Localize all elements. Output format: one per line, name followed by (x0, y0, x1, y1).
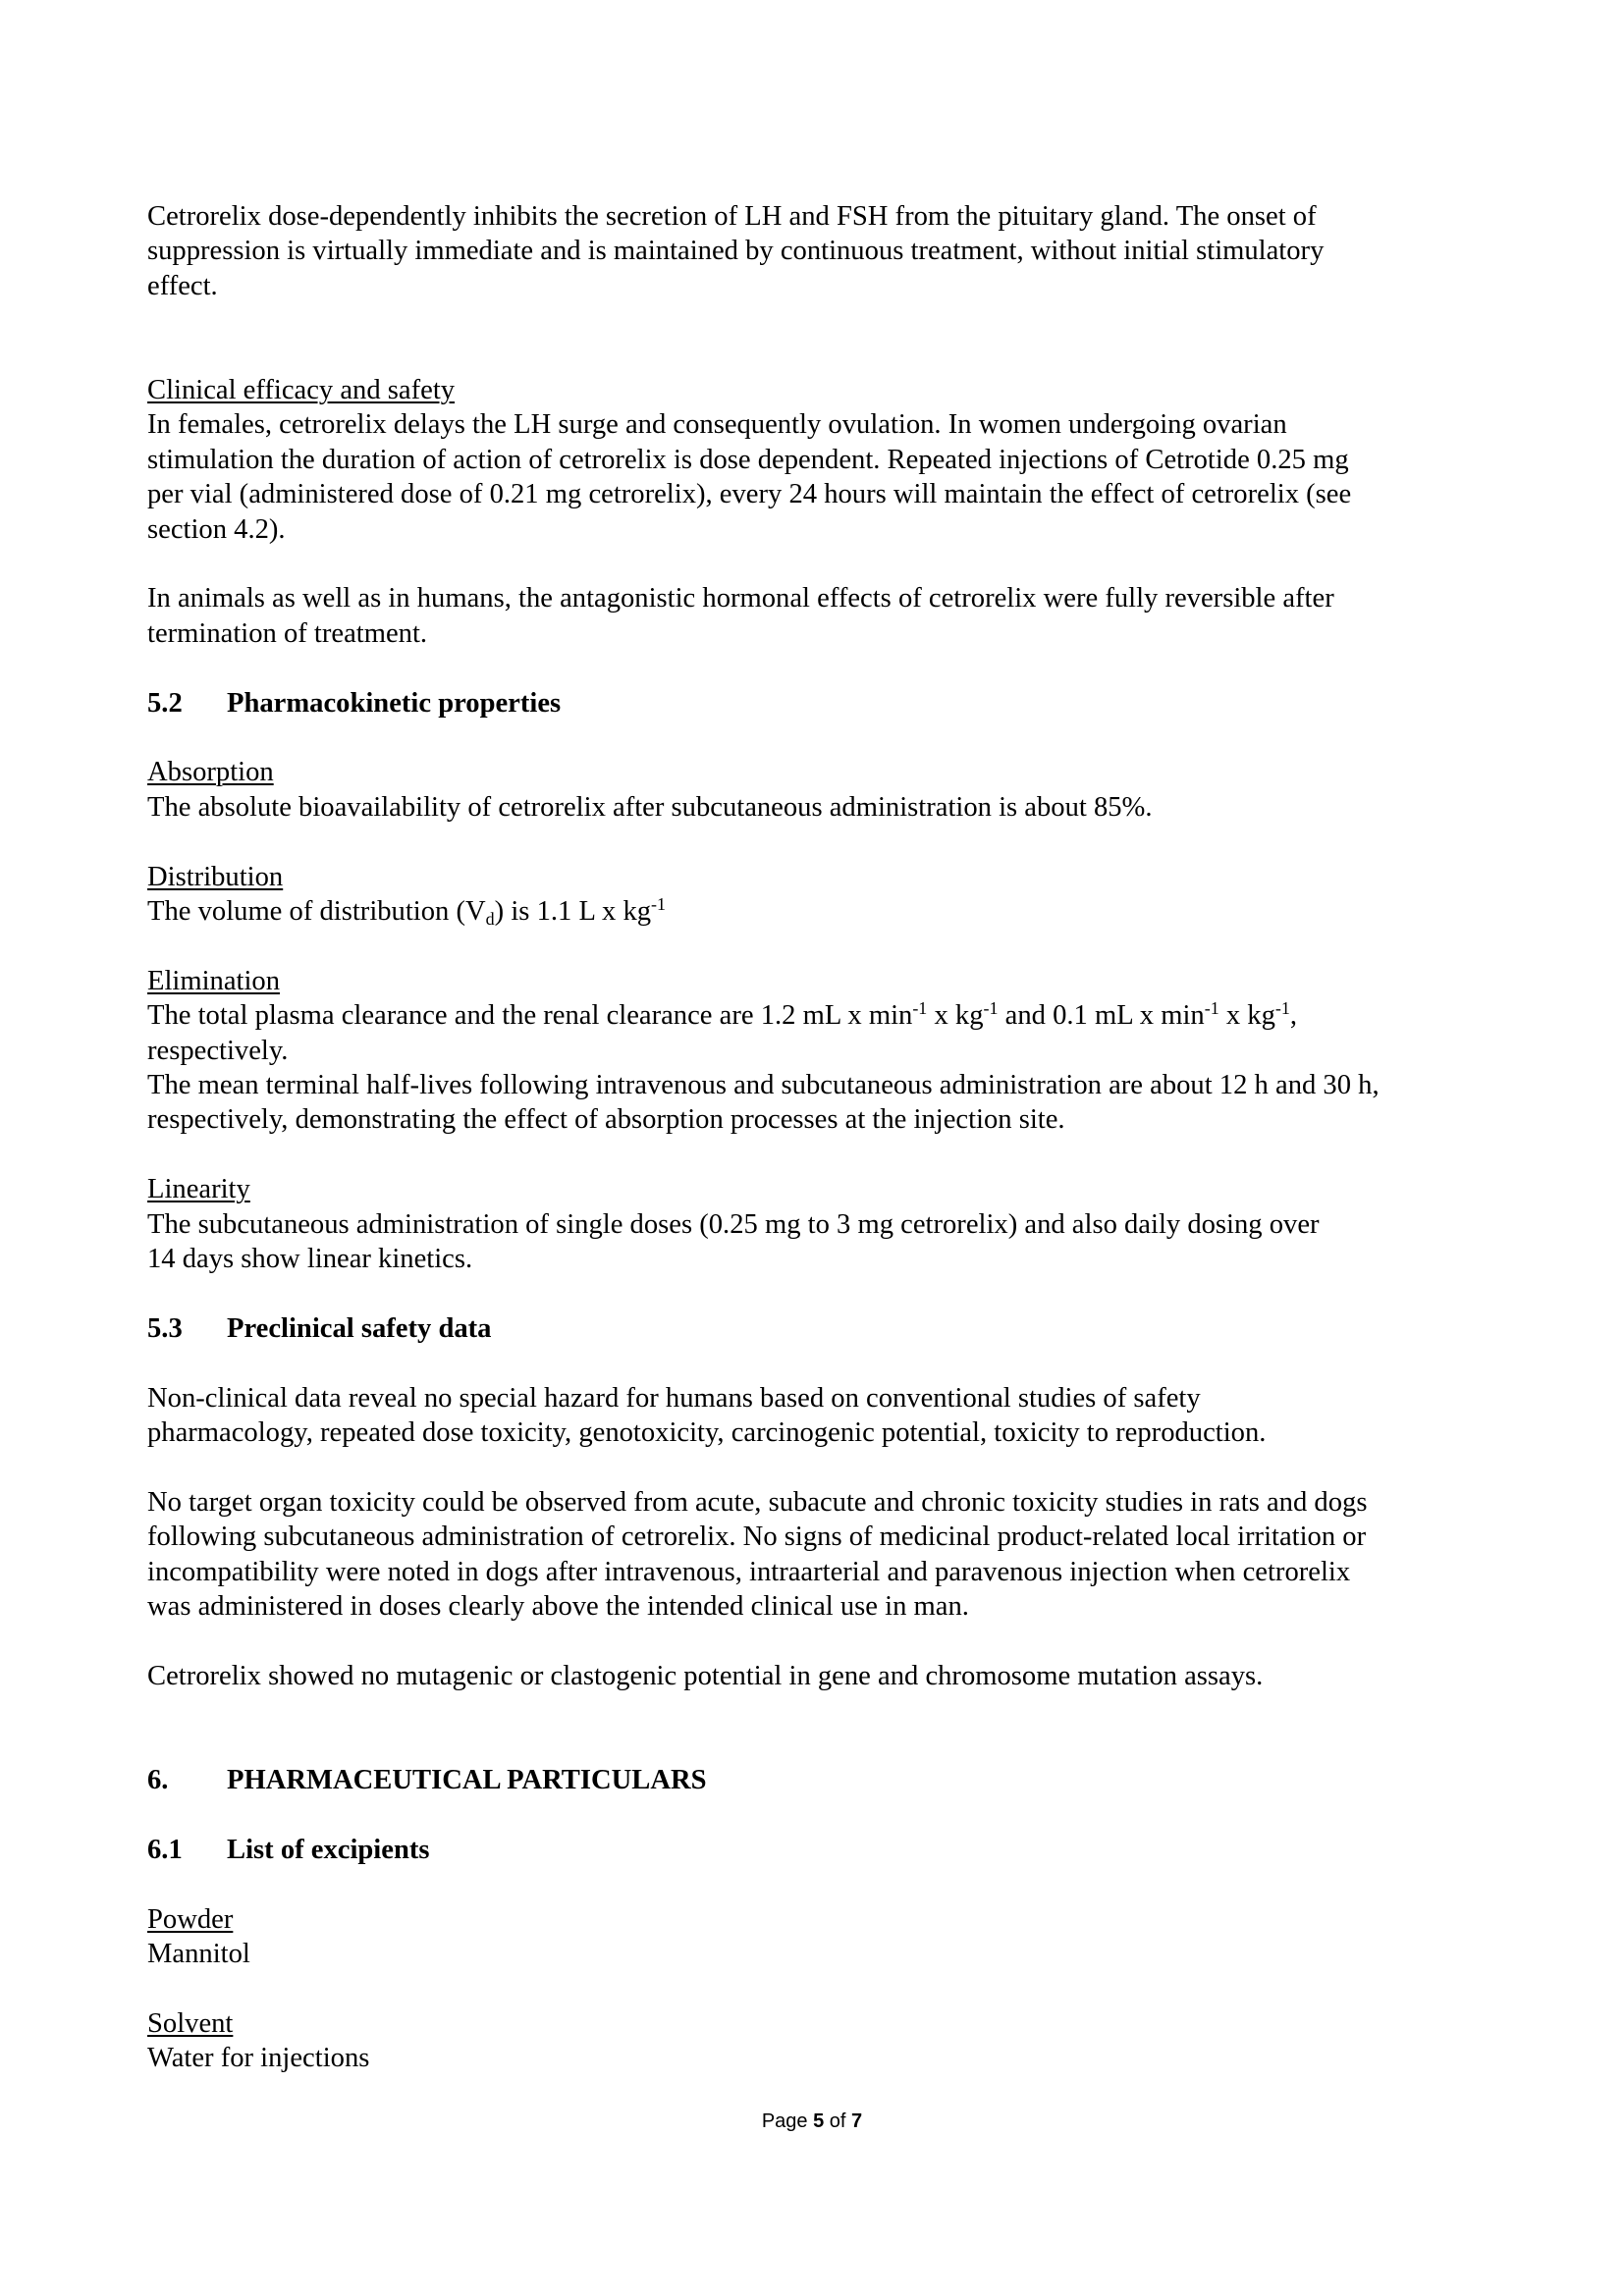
elimination-line-3: The mean terminal half-lives following intravenous and subcutaneous administration are about 12 h and 30 h, (147, 1070, 1380, 1101)
linearity-line-1: The subcutaneous administration of single doses (0.25 mg to 3 mg cetrorelix) and also daily dosing over (147, 1208, 1320, 1240)
section-number: 6.1 (147, 1834, 183, 1865)
preclinical-paragraph-3 (147, 1659, 1502, 1693)
absorption-heading: Absorption (147, 757, 274, 788)
total-pages-number: 7 (851, 2110, 863, 2132)
powder-heading: Powder (147, 1903, 234, 1935)
section-title: Pharmacokinetic properties (227, 687, 562, 719)
intro-line-1: Cetrorelix dose-dependently inhibits the secretion of LH and FSH from the pituitary gland. The onset of (147, 201, 1317, 232)
solvent-block (147, 2006, 1502, 2076)
preclinical-p1-line-2: pharmacology, repeated dose toxicity, genotoxicity, carcinogenic potential, toxicity to reproduction. (147, 1417, 1267, 1449)
preclinical-p2-line-4: was administered in doses clearly above the intended clinical use in man. (147, 1591, 969, 1623)
elimination-line-4: respectively, demonstrating the effect of absorption processes at the injection site. (147, 1104, 1065, 1136)
elimination-block (147, 964, 1502, 1138)
page-label: Page (761, 2110, 808, 2132)
section-6-heading (147, 1763, 1502, 1797)
clinical-efficacy-section (147, 373, 1502, 547)
intro-line-3: effect. (147, 270, 218, 301)
preclinical-p3-line-1: Cetrorelix showed no mutagenic or clastogenic potential in gene and chromosome mutation assays. (147, 1660, 1264, 1691)
absorption-text: The absolute bioavailability of cetrorelix after subcutaneous administration is about 85%. (147, 791, 1153, 823)
preclinical-p2-line-2: following subcutaneous administration of cetrorelix. No signs of medicinal product-related local irritation or (147, 1522, 1367, 1553)
current-page-number: 5 (813, 2110, 825, 2132)
distribution-heading: Distribution (147, 861, 284, 892)
elimination-line-1: The total plasma clearance and the renal clearance are 1.2 mL x $\min^{-1} x$ $kg^{-1}$ and 0.1 mL x $\min^{-1} x$ $kg^{-1}$, (147, 998, 1298, 1032)
powder-item: Mannitol (147, 1939, 250, 1970)
clinical-line-4: section 4.2). (147, 513, 286, 545)
section-title: Preclinical safety data (227, 1312, 492, 1344)
section-title: List of excipients (227, 1834, 430, 1865)
clinical-line-3: per vial (administered dose of 0.21 mg cetrorelix), every 24 hours will maintain the effect of cetrorelix (see (147, 479, 1352, 510)
section-title: PHARMACEUTICAL PARTICULARS (227, 1765, 707, 1796)
distribution-block (147, 860, 1502, 930)
solvent-heading: Solvent (147, 2007, 234, 2039)
preclinical-p2-line-3: incompatibility were noted in dogs after intravenous, intraarterial and paravenous injection when cetrorelix (147, 1556, 1351, 1587)
section-6-1-heading (147, 1833, 1502, 1867)
section-5-2-heading (147, 686, 1502, 721)
page-footer (0, 2110, 1624, 2133)
section-number: 5.3 (147, 1312, 183, 1344)
intro-paragraph (147, 199, 1502, 303)
linearity-line-2: 14 days show linear kinetics. (147, 1244, 473, 1275)
elimination-line-2: respectively. (147, 1035, 289, 1066)
section-5-3-heading (147, 1311, 1502, 1346)
document-page (147, 199, 1502, 2076)
powder-block (147, 1902, 1502, 1972)
linearity-block (147, 1172, 1502, 1276)
clinical-line-1: In females, cetrorelix delays the LH surge and consequently ovulation. In women undergoing ovarian (147, 409, 1287, 441)
preclinical-paragraph-1 (147, 1381, 1502, 1451)
reversibility-line-1: In animals as well as in humans, the antagonistic hormonal effects of cetrorelix were fully reversible after (147, 583, 1334, 614)
clinical-efficacy-heading: Clinical efficacy and safety (147, 375, 456, 406)
reversibility-line-2: termination of treatment. (147, 617, 428, 649)
reversibility-paragraph (147, 581, 1502, 651)
intro-line-2: suppression is virtually immediate and is maintained by continuous treatment, without initial stimulatory (147, 236, 1325, 267)
clinical-line-2: stimulation the duration of action of cetrorelix is dose dependent. Repeated injections of Cetrotide 0.25 mg (147, 444, 1349, 475)
of-label: of (829, 2110, 846, 2132)
preclinical-paragraph-2 (147, 1485, 1502, 1625)
linearity-heading: Linearity (147, 1174, 250, 1205)
section-number: 6. (147, 1765, 169, 1796)
preclinical-p2-line-1: No target organ toxicity could be observed from acute, subacute and chronic toxicity studies in rats and dogs (147, 1486, 1368, 1518)
distribution-text: The volume of distribution $(V_d)$ is 1.1 L x $kg^{-1}$ (147, 894, 667, 930)
elimination-heading: Elimination (147, 965, 281, 996)
section-number: 5.2 (147, 687, 183, 719)
absorption-block (147, 755, 1502, 825)
preclinical-p1-line-1: Non-clinical data reveal no special hazard for humans based on conventional studies of safety (147, 1382, 1201, 1414)
solvent-item: Water for injections (147, 2043, 370, 2074)
